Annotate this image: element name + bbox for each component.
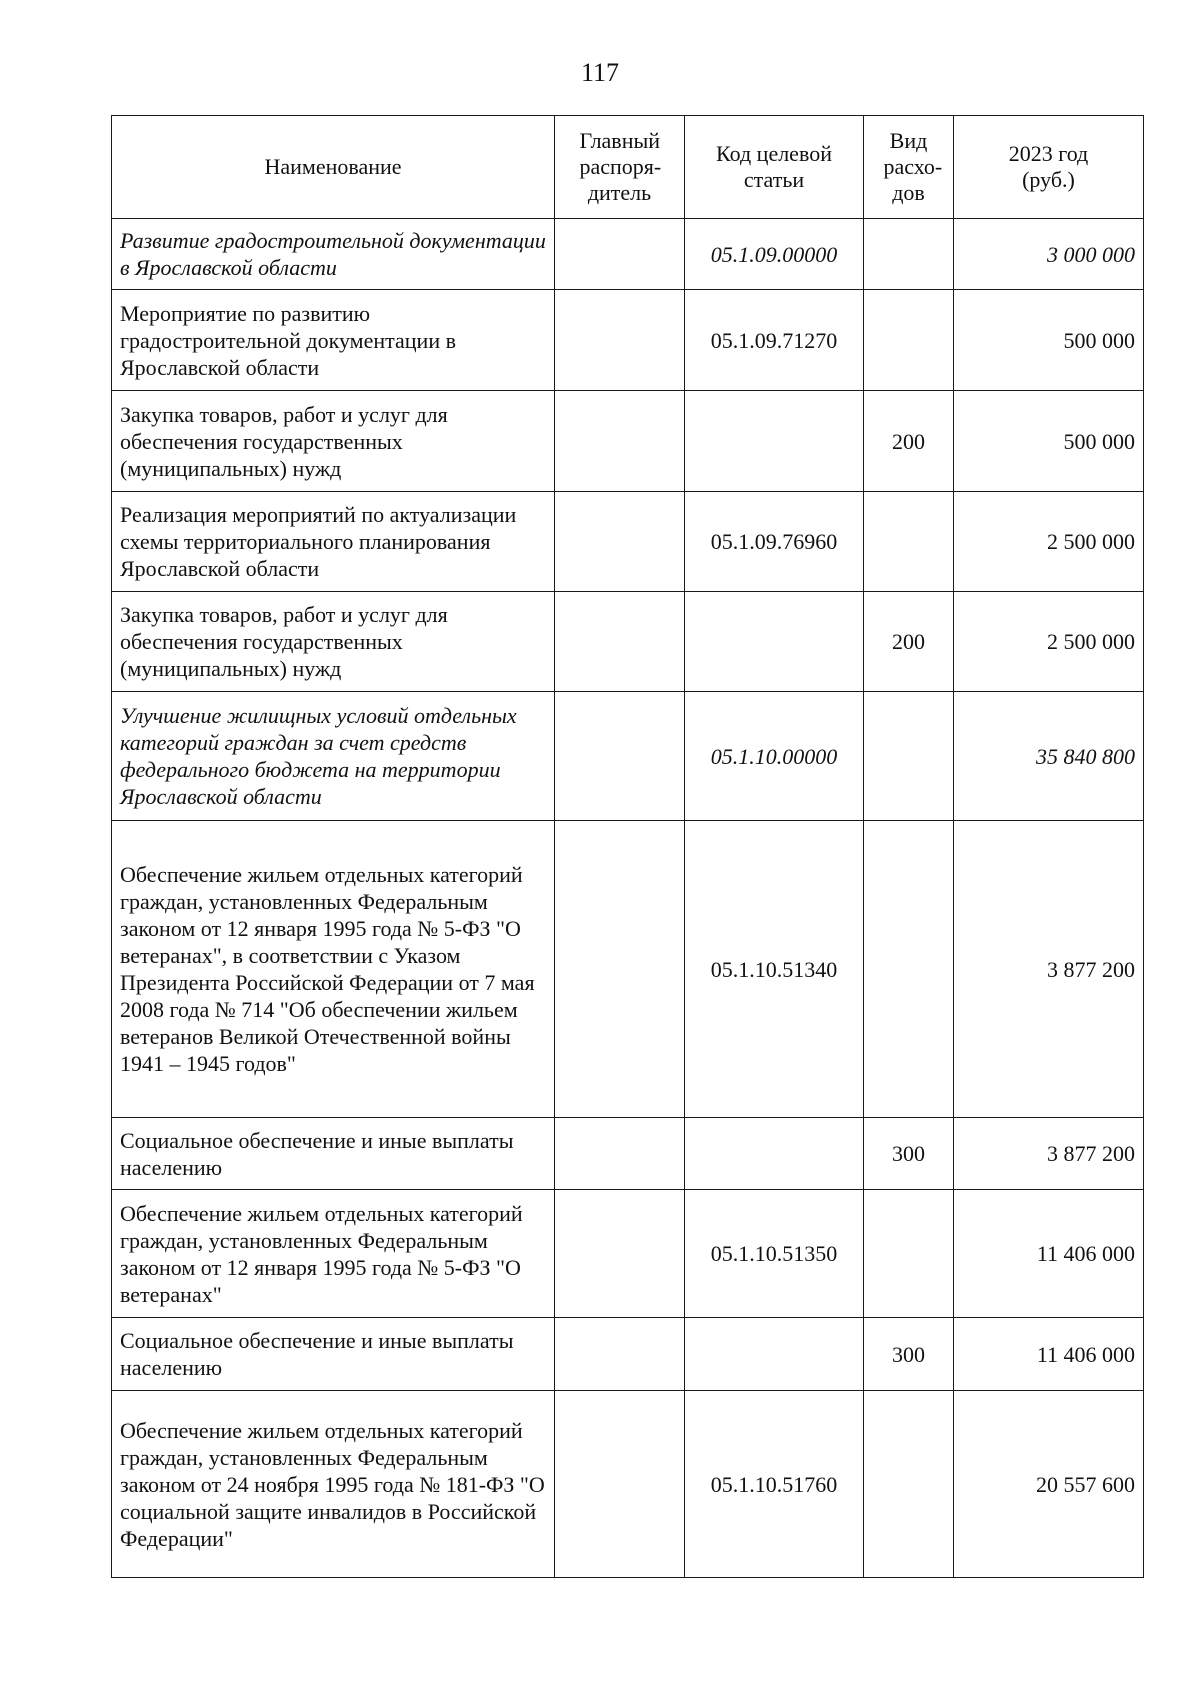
table-row (112, 219, 1144, 290)
cell-amount: 20 557 600 (954, 1391, 1144, 1578)
cell-manager (555, 391, 685, 492)
cell-manager (555, 592, 685, 692)
cell-manager (555, 290, 685, 391)
cell-name: Обеспечение жильем отдельных категорий граждан, установленных Федеральным законом от 12 января 1995 года № 5-ФЗ "О ветеранах", в соответствии с Указом Президента Российской Федерации от 7 мая 2008 года № 714 "Об обеспечении жильем ветеранов Великой Отечественной войны 1941 – 1945 годов" (112, 821, 555, 1118)
table-row (112, 1190, 1144, 1318)
cell-type (864, 290, 954, 391)
table-row (112, 492, 1144, 592)
cell-type (864, 1391, 954, 1578)
table-row (112, 1118, 1144, 1190)
cell-code (685, 592, 864, 692)
cell-code: 05.1.10.51340 (685, 821, 864, 1118)
cell-type (864, 821, 954, 1118)
cell-type: 200 (864, 391, 954, 492)
cell-manager (555, 1190, 685, 1318)
cell-name: Социальное обеспечение и иные выплаты населению (112, 1318, 555, 1391)
cell-manager (555, 821, 685, 1118)
cell-type (864, 219, 954, 290)
cell-code (685, 1318, 864, 1391)
table-header-row (112, 116, 1144, 219)
cell-code: 05.1.09.00000 (685, 219, 864, 290)
cell-type: 200 (864, 592, 954, 692)
table-row (112, 692, 1144, 821)
cell-code (685, 391, 864, 492)
cell-manager (555, 492, 685, 592)
header-amount: 2023 год (руб.) (954, 116, 1144, 219)
header-code: Код целевой статьи (685, 116, 864, 219)
table-row (112, 1391, 1144, 1578)
cell-code: 05.1.10.51760 (685, 1391, 864, 1578)
cell-amount: 3 000 000 (954, 219, 1144, 290)
cell-name: Закупка товаров, работ и услуг для обеспечения государственных (муниципальных) нужд (112, 391, 555, 492)
cell-manager (555, 1391, 685, 1578)
cell-name: Обеспечение жильем отдельных категорий граждан, установленных Федеральным законом от 24 ноября 1995 года № 181-ФЗ "О социальной защите инвалидов в Российской Федерации" (112, 1391, 555, 1578)
cell-name: Развитие градостроительной документации в Ярославской области (112, 219, 555, 290)
cell-name: Закупка товаров, работ и услуг для обеспечения государственных (муниципальных) нужд (112, 592, 555, 692)
table-row (112, 821, 1144, 1118)
cell-manager (555, 1318, 685, 1391)
cell-type: 300 (864, 1118, 954, 1190)
header-type: Вид расхо-дов (864, 116, 954, 219)
cell-manager (555, 692, 685, 821)
cell-name: Реализация мероприятий по актуализации схемы территориального планирования Ярославской области (112, 492, 555, 592)
cell-manager (555, 1118, 685, 1190)
table-row (112, 592, 1144, 692)
table-row (112, 1318, 1144, 1391)
table-row (112, 290, 1144, 391)
cell-code: 05.1.09.76960 (685, 492, 864, 592)
header-manager: Главный распоря-дитель (555, 116, 685, 219)
cell-amount: 3 877 200 (954, 1118, 1144, 1190)
cell-amount: 35 840 800 (954, 692, 1144, 821)
budget-table (111, 115, 1144, 1578)
cell-code (685, 1118, 864, 1190)
cell-name: Улучшение жилищных условий отдельных категорий граждан за счет средств федерального бюджета на территории Ярославской области (112, 692, 555, 821)
cell-name: Социальное обеспечение и иные выплаты населению (112, 1118, 555, 1190)
cell-name: Обеспечение жильем отдельных категорий граждан, установленных Федеральным законом от 12 января 1995 года № 5-ФЗ "О ветеранах" (112, 1190, 555, 1318)
cell-amount: 11 406 000 (954, 1190, 1144, 1318)
cell-amount: 2 500 000 (954, 492, 1144, 592)
cell-amount: 11 406 000 (954, 1318, 1144, 1391)
cell-code: 05.1.09.71270 (685, 290, 864, 391)
cell-amount: 3 877 200 (954, 821, 1144, 1118)
cell-code: 05.1.10.51350 (685, 1190, 864, 1318)
cell-manager (555, 219, 685, 290)
cell-amount: 500 000 (954, 290, 1144, 391)
cell-name: Мероприятие по развитию градостроительной документации в Ярославской области (112, 290, 555, 391)
table-row (112, 391, 1144, 492)
cell-type (864, 492, 954, 592)
cell-code: 05.1.10.00000 (685, 692, 864, 821)
cell-amount: 2 500 000 (954, 592, 1144, 692)
cell-type: 300 (864, 1318, 954, 1391)
cell-amount: 500 000 (954, 391, 1144, 492)
header-name: Наименование (112, 116, 555, 219)
cell-type (864, 1190, 954, 1318)
cell-type (864, 692, 954, 821)
page-number: 117 (580, 58, 620, 87)
